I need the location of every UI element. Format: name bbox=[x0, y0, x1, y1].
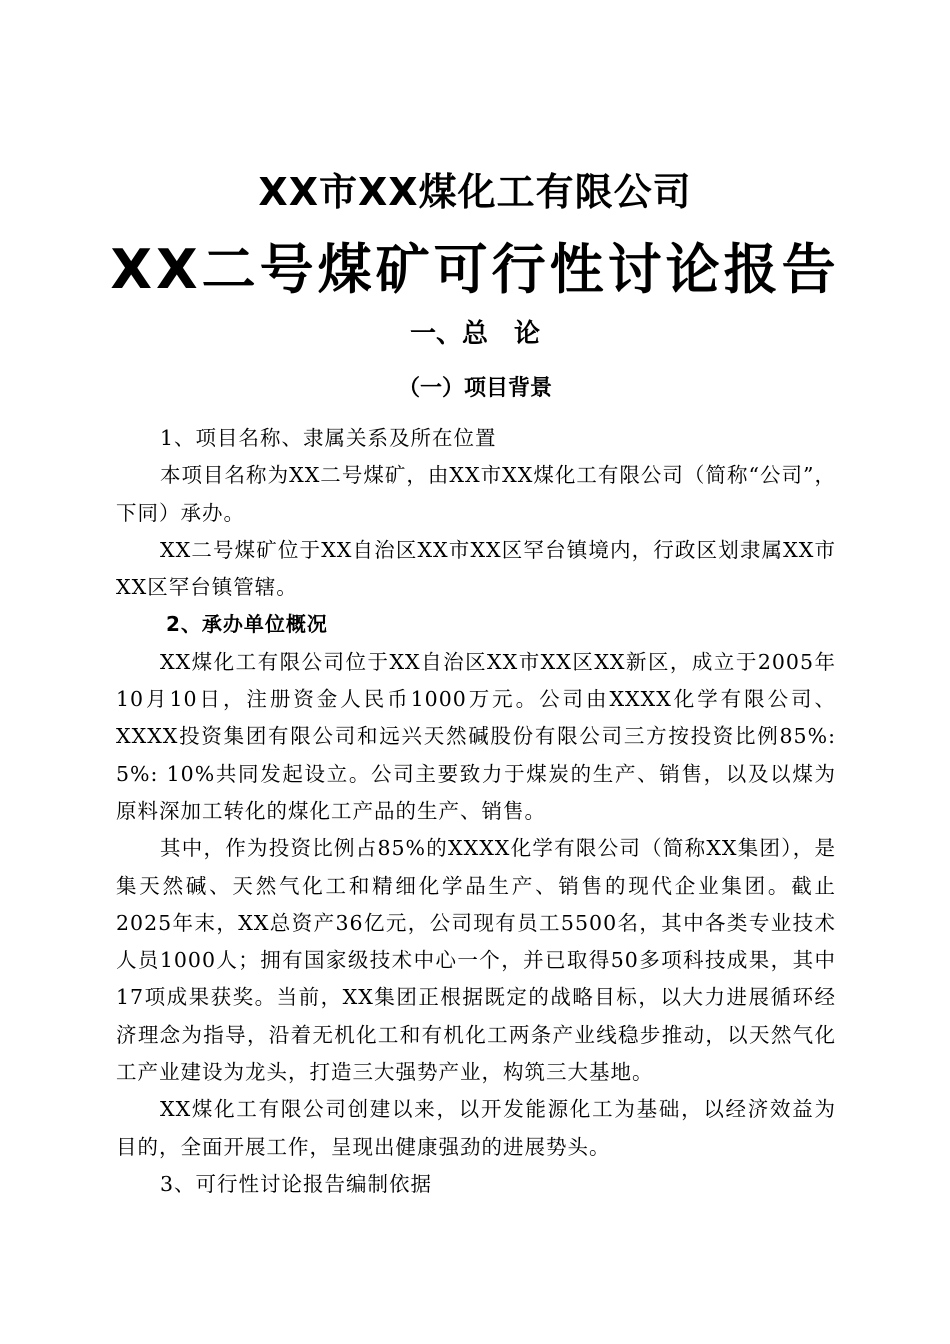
document-body bbox=[116, 420, 836, 1203]
paragraph-development: XX煤化工有限公司创建以来，以开发能源化工为基础，以经济效益为目的，全面开展工作，呈现出健康强劲的进展势头。 bbox=[116, 1097, 836, 1159]
subsection-title: （一）项目背景 bbox=[397, 376, 552, 401]
company-title: XX市XX煤化工有限公司 bbox=[258, 170, 692, 214]
item-heading-2: 2、承办单位概况 bbox=[166, 612, 328, 637]
report-title: XX二号煤矿可行性讨论报告 bbox=[110, 238, 840, 301]
paragraph-location: XX二号煤矿位于XX自治区XX市XX区罕台镇境内，行政区划隶属XX市XX区罕台镇管辖。 bbox=[116, 537, 836, 600]
item-heading-1: 1、项目名称、隶属关系及所在位置 bbox=[160, 426, 497, 450]
paragraph-project-name: 本项目名称为XX二号煤矿，由XX市XX煤化工有限公司（简称“公司”，下同）承办。 bbox=[116, 463, 836, 525]
section-title: 一、总 论 bbox=[409, 319, 540, 349]
paragraph-group-overview: 其中，作为投资比例占85%的XXXX化学有限公司（简称XX集团），是集天然碱、天然气化工和精细化学品生产、销售的现代企业集团。截止2025年末，XX总资产36亿元，公司现有员工5500名，其中各类专业技术人员1000人；拥有国家级技术中心一个，并已取得50多项科技成果，其中17项成果获奖。当前，XX集团正根据既定的战略目标，以大力进展循环经济理念为指导，沿着无机化工和有机化工两条产业线稳步推动，以天然气化工产业建设为龙头，打造三大强势产业，构筑三大基地。 bbox=[116, 836, 836, 1085]
item-heading-3: 3、可行性讨论报告编制依据 bbox=[160, 1171, 433, 1196]
paragraph-company-overview: XX煤化工有限公司位于XX自治区XX市XX区XX新区，成立于2005年10月10日，注册资金人民币1000万元。公司由XXXX化学有限公司、XXXX投资集团有限公司和远兴天然碱股份有限公司三方按投资比例85%: 5%: 10%共同发起设立。公司主要致力于煤炭的生产、销售，以及以煤为原料深加工转化的煤化工产品的生产、销售。 bbox=[116, 649, 836, 823]
